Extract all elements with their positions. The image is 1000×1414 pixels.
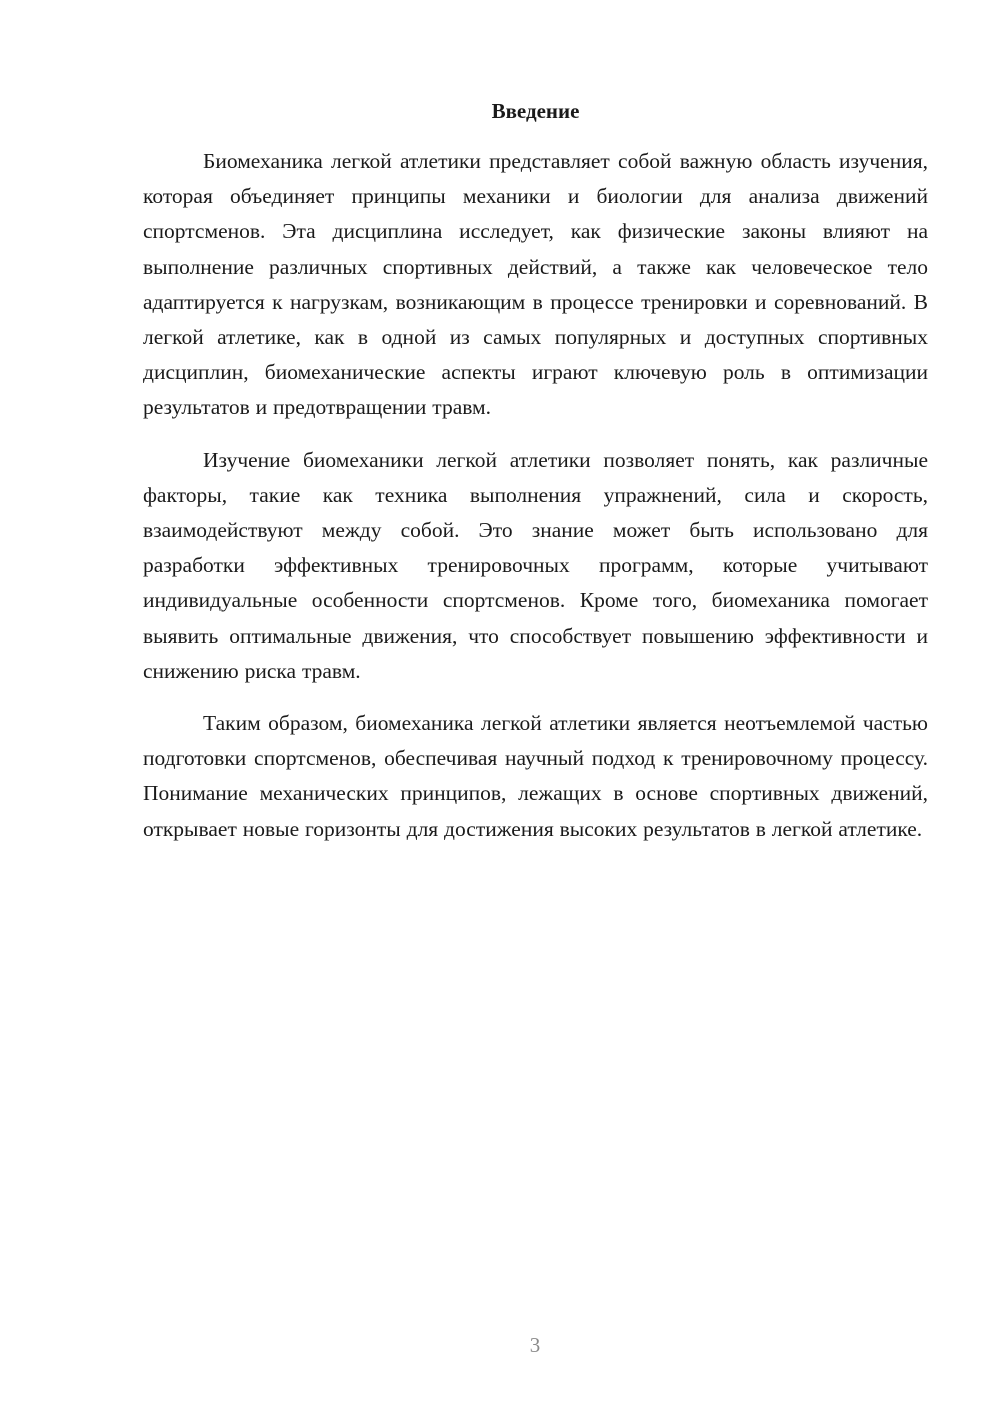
section-title: Введение <box>491 99 580 123</box>
paragraph-1: Биомеханика легкой атлетики представляет собой важную область изучения, которая объединяет принципы механики и биологии для анализа движений спортсменов. Эта дисциплина исследует, как физические законы влияют на выполнение различных спортивных действий, а также как человеческое тело адаптируется к нагрузкам, возникающим в процессе тренировки и соревнований. В легкой атлетике, как в одной из самых популярных и доступных спортивных дисциплин, биомеханические аспекты играют ключевую роль в оптимизации результатов и предотвращении травм. <box>143 149 928 420</box>
page-number: 3 <box>529 1333 541 1357</box>
page-content <box>143 95 928 864</box>
paragraph-3: Таким образом, биомеханика легкой атлетики является неотъемлемой частью подготовки спортсменов, обеспечивая научный подход к тренировочному процессу. Понимание механических принципов, лежащих в основе спортивных движений, открывает новые горизонты для достижения высоких результатов в легкой атлетике. <box>143 711 928 841</box>
paragraph-2: Изучение биомеханики легкой атлетики позволяет понять, как различные факторы, такие как техника выполнения упражнений, сила и скорость, взаимодействуют между собой. Это знание может быть использовано для разработки эффективных тренировочных программ, которые учитывают индивидуальные особенности спортсменов. Кроме того, биомеханика помогает выявить оптимальные движения, что способствует повышению эффективности и снижению риска травм. <box>143 447 928 683</box>
